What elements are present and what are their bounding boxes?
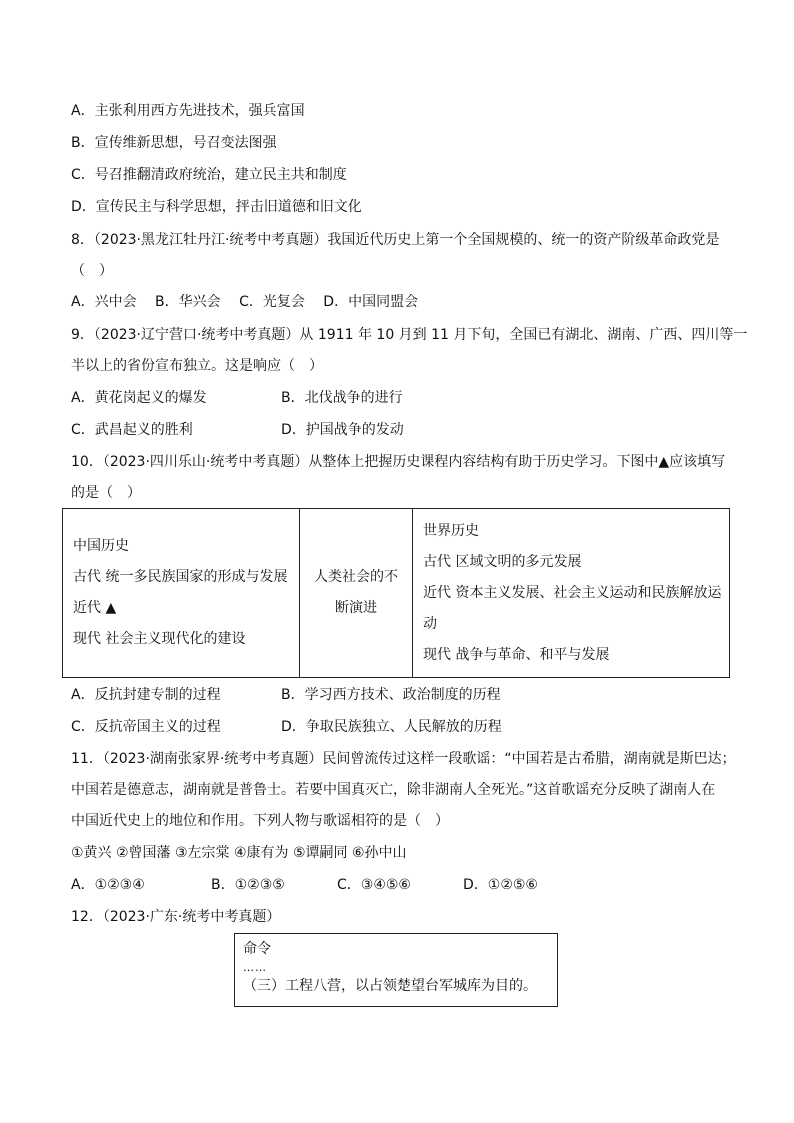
- q11-items: ①黄兴 ②曾国藩 ③左宗棠 ④康有为 ⑤谭嗣同 ⑥孙中山: [71, 845, 407, 861]
- q11-option-d: D．①②⑤⑥: [463, 877, 538, 893]
- command-content: （三）工程八营，以占领楚望台军城库为目的。: [243, 978, 537, 994]
- world-history-title: 世界历史: [423, 522, 479, 539]
- q11-stem-cont1: 中国若是德意志，湖南就是普鲁士。若要中国真灭亡，除非湖南人全死光。”这首歌谣充分反映了湖南人在: [71, 782, 716, 798]
- q10-option-c: C．反抗帝国主义的过程: [71, 719, 221, 735]
- q8-options: A．兴中会 B．华兴会 C．光复会 D．中国同盟会: [71, 294, 419, 310]
- q9-option-a: A．黄花岗起义的爆发: [71, 390, 207, 406]
- q10-option-a: A．反抗封建专制的过程: [71, 687, 221, 703]
- q7-option-c: C．号召推翻清政府统治，建立民主共和制度: [71, 167, 347, 183]
- center-cell: [300, 509, 413, 678]
- q9-option-c: C．武昌起义的胜利: [71, 422, 193, 438]
- chinese-history-title: 中国历史: [73, 538, 129, 554]
- world-history-contemporary: 现代 战争与革命、和平与发展: [423, 646, 610, 663]
- q9-option-d: D．护国战争的发动: [281, 422, 404, 438]
- q11-option-b: B．①②③⑤: [211, 877, 285, 893]
- q9-stem-cont: 半以上的省份宣布独立。这是响应（ ）: [71, 358, 323, 374]
- q12-stem: 12．（2023·广东·统考中考真题）: [71, 909, 281, 925]
- q10-option-b: B．学习西方技术、政治制度的历程: [281, 687, 501, 703]
- world-history-modern: 近代 资本主义发展、社会主义运动和民族解放运: [423, 584, 722, 601]
- q11-option-a: A．①②③④: [71, 877, 145, 893]
- chinese-history-modern: 近代 ▲: [73, 600, 117, 616]
- q9-option-b: B．北伐战争的进行: [281, 390, 403, 406]
- q8-stem: 8．（2023·黑龙江牡丹江·统考中考真题）我国近代历史上第一个全国规模的、统一的资产阶级革命政党是: [71, 232, 720, 248]
- q11-stem: 11．（2023·湖南张家界·统考中考真题）民间曾流传过这样一段歌谣：“中国若是古希腊，湖南就是斯巴达；: [71, 751, 736, 767]
- q7-option-b: B．宣传维新思想，号召变法图强: [71, 135, 277, 151]
- chinese-history-contemporary: 现代 社会主义现代化的建设: [73, 631, 246, 647]
- center-text-line2: 断演进: [335, 600, 377, 616]
- world-history-cell: [413, 509, 730, 678]
- q11-stem-cont2: 中国近代史上的地位和作用。下列人物与歌谣相符的是（ ）: [71, 813, 449, 829]
- q10-stem-cont: 的是（ ）: [71, 485, 141, 501]
- q11-option-c: C．③④⑤⑥: [337, 877, 411, 893]
- q7-option-a: A．主张利用西方先进技术，强兵富国: [71, 103, 305, 119]
- chinese-history-cell: [63, 509, 300, 678]
- world-history-modern-cont: 动: [423, 615, 437, 632]
- command-ellipsis: ……: [243, 961, 267, 974]
- q9-stem: 9．（2023·辽宁营口·统考中考真题）从 1911 年 10 月到 11 月下旬，全国已有湖北、湖南、广西、四川等一: [71, 327, 748, 343]
- q10-stem: 10．（2023·四川乐山·统考中考真题）从整体上把握历史课程内容结构有助于历史学习。下图中▲应该填写: [71, 454, 726, 470]
- q7-option-d: D．宣传民主与科学思想，抨击旧道德和旧文化: [71, 199, 362, 215]
- history-structure-table: [62, 508, 730, 678]
- command-title: 命令: [243, 941, 271, 957]
- chinese-history-ancient: 古代 统一多民族国家的形成与发展: [73, 569, 288, 585]
- q8-answer-blank: （ ）: [71, 263, 113, 279]
- q10-option-d: D．争取民族独立、人民解放的历程: [281, 719, 502, 735]
- command-box: [234, 933, 558, 1007]
- world-history-ancient: 古代 区域文明的多元发展: [423, 553, 582, 570]
- center-text-line1: 人类社会的不: [314, 569, 398, 585]
